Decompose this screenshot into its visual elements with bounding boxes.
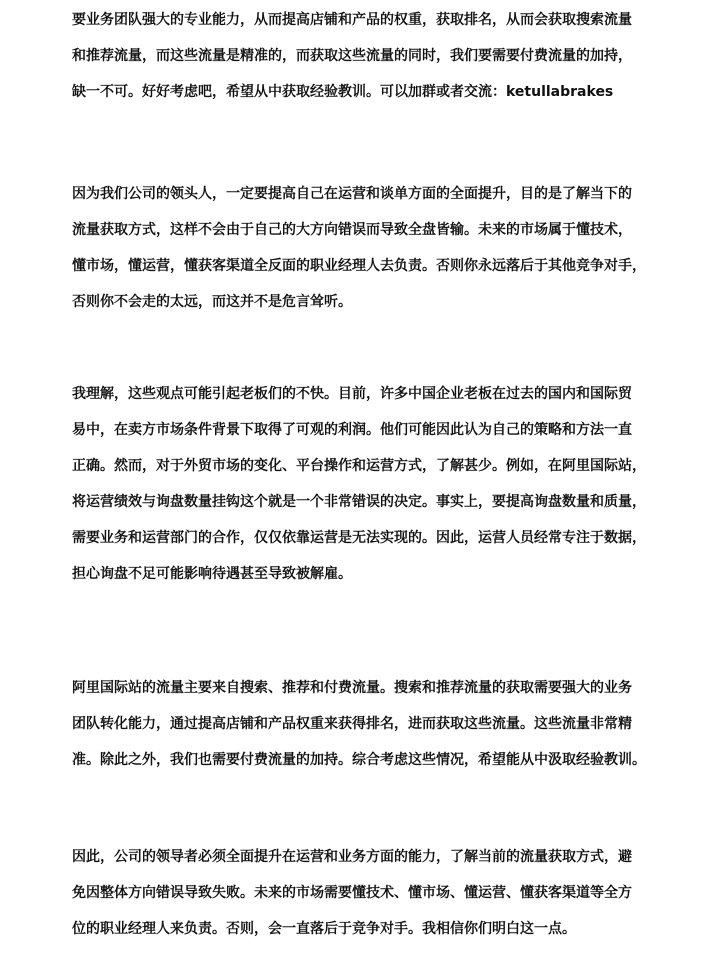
- paragraph-line: 因为我们公司的领头人，一定要提高自己在运营和谈单方面的全面提升，目的是了解当下的: [72, 186, 632, 202]
- paragraph-line: 准。除此之外，我们也需要付费流量的加持。综合考虑这些情况，希望能从中汲取经验教训。: [72, 752, 646, 768]
- paragraph-2: [72, 176, 652, 320]
- paragraph-line: 免因整体方向错误导致失败。未来的市场需要懂技术、懂市场、懂运营、懂获客渠道等全方: [72, 885, 632, 901]
- paragraph-line: 懂市场，懂运营，懂获客渠道全反面的职业经理人去负责。否则你永远落后于其他竞争对手，: [72, 258, 646, 274]
- paragraph-line: 我理解，这些观点可能引起老板们的不快。目前，许多中国企业老板在过去的国内和国际贸: [72, 386, 632, 402]
- paragraph-line: 位的职业经理人来负责。否则，会一直落后于竞争对手。我相信你们明白这一点。: [72, 921, 576, 937]
- paragraph-line: 缺一不可。好好考虑吧，希望从中获取经验教训。可以加群或者交流：ketullabrakes: [72, 84, 614, 100]
- paragraph-line: 正确。然而，对于外贸市场的变化、平台操作和运营方式，了解甚少。例如，在阿里国际站，: [72, 458, 646, 474]
- paragraph-line: 和推荐流量，而这些流量是精准的，而获取这些流量的同时，我们要需要付费流量的加持，: [72, 48, 632, 64]
- paragraph-line: 否则你不会走的太远，而这并不是危言耸听。: [72, 294, 352, 310]
- paragraph-line: 因此，公司的领导者必须全面提升在运营和业务方面的能力，了解当前的流量获取方式，避: [72, 849, 632, 865]
- paragraph-4: [72, 670, 652, 778]
- paragraph-line: 要业务团队强大的专业能力，从而提高店铺和产品的权重，获取排名，从而会获取搜索流量: [72, 12, 632, 28]
- paragraph-line: 将运营绩效与询盘数量挂钩这个就是一个非常错误的决定。事实上，要提高询盘数量和质量，: [72, 494, 646, 510]
- paragraph-1: [72, 2, 652, 110]
- paragraph-line: 需要业务和运营部门的合作，仅仅依靠运营是无法实现的。因此，运营人员经常专注于数据，: [72, 530, 646, 546]
- paragraph-line: 团队转化能力，通过提高店铺和产品权重来获得排名，进而获取这些流量。这些流量非常精: [72, 716, 632, 732]
- paragraph-line: 易中，在卖方市场条件背景下取得了可观的利润。他们可能因此认为自己的策略和方法一直: [72, 422, 632, 438]
- paragraph-3: [72, 376, 652, 592]
- paragraph-line: 阿里国际站的流量主要来自搜索、推荐和付费流量。搜索和推荐流量的获取需要强大的业务: [72, 680, 632, 696]
- paragraph-5: [72, 839, 652, 947]
- paragraph-line: 担心询盘不足可能影响待遇甚至导致被解雇。: [72, 566, 352, 582]
- paragraph-line: 流量获取方式，这样不会由于自己的大方向错误而导致全盘皆输。未来的市场属于懂技术，: [72, 222, 632, 238]
